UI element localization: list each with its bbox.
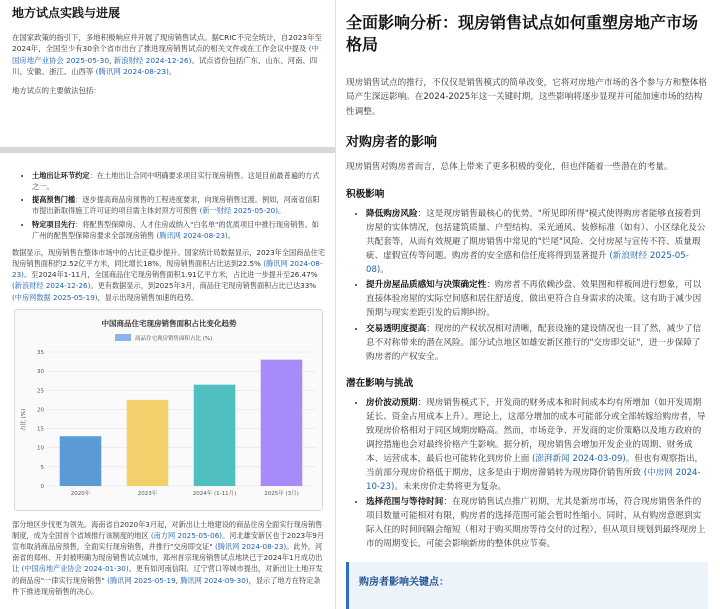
regional-paragraph: 部分地区步伐更为领先。海南省自2020年3月起，对新出让土地建设的商品住房全面实行现房销售制度，成为全国首个省域推行该制度的地区 (南方网 2025-05-06)。河北雄安新区也于2023年9月宣布取消商品房预售，全面实行现房销售，并推行"交房即交证" (腾讯网 2024-08-23)。此外，河南省的郑州、开封被明确为现房销售试点城市，郑州首宗现房销售试点地块已于2024年1月成功出让 (中国房地产业协会 2024-01-30)。更有如河南信阳、辽宁营口等城市提出，对新出让土地开发的商品房"一律实行现房销售" (腾讯网 2025-05-19, 腾讯网 2024-09-30)，显示了地方在特定条件下推进现房销售的决心。 xyxy=(12,519,325,596)
y-tick-label: 20 xyxy=(37,407,44,414)
citation-link[interactable]: (腾讯网 2024-08-23) xyxy=(156,230,228,240)
citation-link[interactable]: (腾讯网 2024-08-23) xyxy=(95,67,169,76)
citation-link[interactable]: (澎湃新闻 2024-03-09) xyxy=(532,453,626,464)
x-tick-label: 2024年 (1-11月) xyxy=(192,490,237,497)
page-title: 全面影响分析：现房销售试点如何重塑房地产市场格局 xyxy=(346,13,699,55)
citation-link[interactable]: 新浪财经 2024-12-26) xyxy=(113,55,192,65)
list-item: • 交易透明度提高：现房的产权状况相对清晰，配套设施的建设情况也一目了然，减少了信息不对称带来的潜在风险。部分试点地区如雄安新区推行的"交房即交证"，进一步保障了购房者的产权安全。 xyxy=(366,323,708,365)
y-tick-label: 10 xyxy=(37,445,44,452)
citation-link[interactable]: (中国房地产业协会 2025-05-30 xyxy=(12,44,319,65)
chart-svg xyxy=(15,310,324,510)
citation-link[interactable]: (中国房地产业协会 2024-01-30) xyxy=(21,564,129,574)
left-bottom-section xyxy=(0,170,335,603)
y-tick-label: 35 xyxy=(37,349,44,356)
buyers-heading: 对购房者的影响 xyxy=(346,134,438,150)
citation-link[interactable]: (新浪财经 2024-12-26) xyxy=(12,281,91,291)
positive-list xyxy=(346,208,708,365)
x-tick-label: 2025年 (3月) xyxy=(264,490,299,497)
citation-link[interactable]: 腾讯网 2024-09-30) xyxy=(180,575,249,585)
approach-intro: 地方试点的主要做法包括： xyxy=(12,86,101,96)
x-tick-label: 2020年 xyxy=(70,490,91,497)
legend-swatch xyxy=(115,334,131,341)
risks-list xyxy=(346,397,708,552)
data-paragraph: 数据显示，现房销售在整体市场中的占比正稳步提升。国家统计局数据显示，2023年全国商品住宅现房销售面积约2.52亿平方米，同比增长18%，现房销售面积占比达到22.5% (腾讯网 2024-08-23)。至2024年1-11月，全国商品住宅现房销售面积1.91亿平方米，占比进一步提升至26.47% (新浪财经 2024-12-26)。更有数据显示，到2025年3月，商品住宅现房销售面积占比已达33% (中房网数据 2025-05-19)，显示出现房销售加速的趋势。 xyxy=(12,247,325,302)
bar xyxy=(60,436,102,486)
bar xyxy=(127,400,169,486)
list-item: • 土地出让环节约定：在土地出让合同中明确要求项目实行现房销售。这是目前最普遍的方式之一。 xyxy=(32,170,325,192)
list-item: • 选择范围与等待时间：在现房销售试点推广初期，尤其是新房市场，符合现房销售条件的项目数量可能相对有限，购房者的选择范围可能会暂时性缩小。同时，从有购房意愿到实际入住的时间间隔会缩短（相对于购买期房等待交付的过程），但从项目规划到最终现房上市的周期变长，可能会影响新房的整体供应节奏。 xyxy=(366,496,708,552)
citation-link[interactable]: (中房网数据 2025-05-19) xyxy=(12,292,98,302)
y-tick-label: 25 xyxy=(37,388,44,395)
positive-heading: 积极影响 xyxy=(346,188,385,200)
approach-list xyxy=(12,170,325,241)
citation-link[interactable]: (南方网 2025-05-06) xyxy=(150,530,223,540)
y-tick-label: 15 xyxy=(37,426,44,433)
citation-link[interactable]: (腾讯网 2025-05-19 xyxy=(107,575,176,585)
y-axis-label: 占比 (%) xyxy=(21,408,27,431)
list-item: • 提高预售门槛：逐步提高商品房预售的工程进度要求，向现房销售过渡。例如，河南省信阳市提出新取得施工许可证的项目需主体封顶方可预售 (新一财经 2025-05-20)。 xyxy=(32,194,325,216)
y-tick-label: 30 xyxy=(37,368,44,375)
citation-link[interactable]: (腾讯网 2024-08-23) xyxy=(12,259,323,280)
citation-link[interactable]: (新浪财经 2025-05-08) xyxy=(366,250,689,275)
section-title: 地方试点实践与进展 xyxy=(12,6,121,20)
list-item: • 降低购房风险：这是现房销售最核心的优势。"所见即所得"模式使得购房者能够直接看到房屋的实体情况，包括建筑质量、户型结构、采光通风、装修标准（如有）、小区绿化及公共配套等，从而有效规避了期房销售中常见的"烂尾"风险、交付房屋与宣传不符、质量瑕疵、虚假宣传等问题。购房者的安全感和信任度将得到显著提升 (新浪财经 2025-05-08)。 xyxy=(366,208,708,278)
list-item: • 房价波动预期：现房销售模式下，开发商的财务成本和时间成本均有所增加（如开发周期延长、资金占用成本上升）。理论上，这部分增加的成本可能部分或全部转嫁给购房者，导致现房价格相对于同区域期房略高。然而，市场竞争、开发商的定价策略以及地方政府的调控措施也会对最终价格产生影响。据分析，现房销售会增加开发企业的周期、财务成本、运营成本，最后也可能转化到房价上面 (澎湃新闻 2024-03-09)。但也有观察指出，当前部分现房价格低于期房，这多是由于期房滞销转为现房降价销售所致 (中房网 2024-10-23)。未来房价走势将更为复杂。 xyxy=(366,397,708,494)
y-tick-label: 0 xyxy=(40,483,44,490)
list-item: • 提升房屋品质感知与决策确定性：购房者不再依赖沙盘、效果图和样板间进行想象，可以直接体验房屋的实际空间感和居住舒适度，做出更符合自身需求的决策。这有助于减少因预期与现实差距引发的后期纠纷。 xyxy=(366,279,708,321)
left-pane xyxy=(0,0,335,609)
risks-heading: 潜在影响与挑战 xyxy=(346,377,414,389)
key-points-callout xyxy=(346,562,708,609)
pane-divider xyxy=(0,147,335,153)
right-pane xyxy=(336,0,720,609)
bar xyxy=(261,359,303,485)
y-tick-label: 5 xyxy=(40,464,44,471)
intro-paragraph: 在国家政策的指引下，多地积极响应并开展了现房销售试点。据CRIC不完全统计，自2023年至2024年，全国至少有30余个省市出台了推进现房销售试点的相关文件或在工作会议中提及 (中国房地产业协会 2025-05-30, 新浪财经 2024-12-26)。试点省份包括广东、山东、河南、四川、安徽、浙江、山西等 (腾讯网 2024-08-23)。 xyxy=(12,32,322,76)
citation-link[interactable]: (中房网 2024-10-23) xyxy=(366,467,701,492)
legend-label: 商品住宅现房销售面积占比 (%) xyxy=(135,335,213,342)
buyers-paragraph: 现房销售对购房者而言，总体上带来了更多积极的变化，但也伴随着一些潜在的考量。 xyxy=(346,161,673,172)
bar-chart xyxy=(14,309,323,511)
chart-title: 中国商品住宅现房销售面积占比变化趋势 xyxy=(101,318,237,328)
citation-link[interactable]: (腾讯网 2024-08-23) xyxy=(214,542,287,552)
x-tick-label: 2023年 xyxy=(137,490,158,497)
citation-link[interactable]: (新一财经 2025-05-20) xyxy=(199,206,279,216)
intro-paragraph: 现房销售试点的推行，不仅仅是销售模式的简单改变，它将对房地产市场的各个参与方和整体格局产生深远影响。在2024-2025年这一关键时期，这些影响将逐步显现并可能加速市场的结构性调整。 xyxy=(346,78,707,117)
bar xyxy=(194,384,236,485)
left-top-section xyxy=(0,0,335,97)
callout-title: 购房者影响关键点： xyxy=(359,577,449,589)
list-item: • 特定项目先行：将配售型保障房、人才住房或纳入"白名单"的优质项目中推行现房销售。如广州的配售型保障房要求全部现房销售 (腾讯网 2024-08-23)。 xyxy=(32,219,325,241)
